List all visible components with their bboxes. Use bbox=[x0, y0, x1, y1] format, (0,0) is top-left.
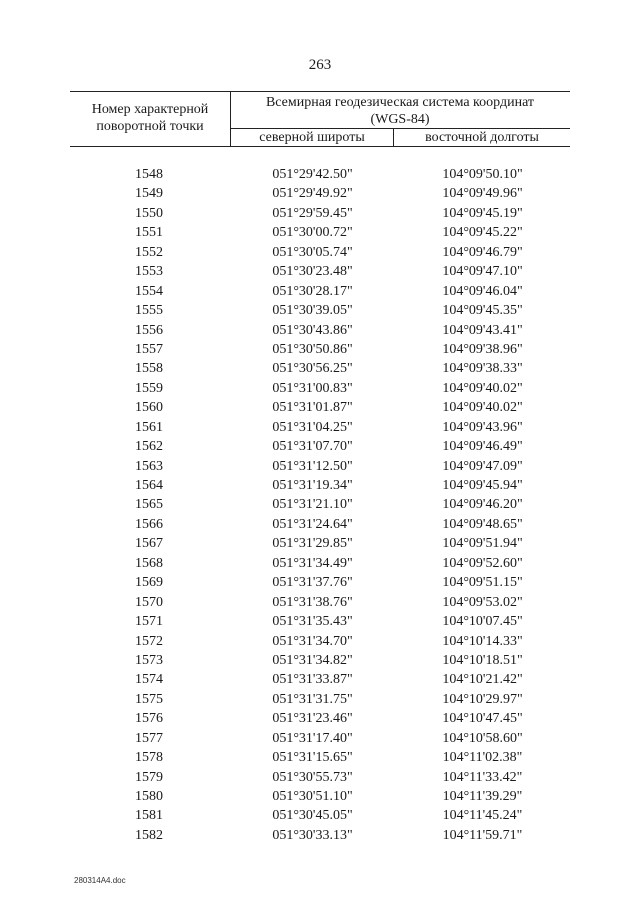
point-number: 1580 bbox=[135, 789, 163, 804]
latitude-value: 051°29'49.92" bbox=[272, 186, 353, 202]
point-number: 1561 bbox=[135, 419, 163, 435]
longitude-value: 104°09'45.19" bbox=[442, 205, 523, 221]
longitude-value: 104°09'47.10" bbox=[442, 264, 523, 280]
table-row bbox=[70, 670, 570, 689]
latitude-value: 051°30'43.86" bbox=[272, 322, 353, 338]
latitude-value: 051°31'34.82" bbox=[272, 652, 353, 668]
header-latitude: северной широты bbox=[259, 130, 365, 145]
footer-filename: 280314A4.doc bbox=[74, 876, 126, 885]
latitude-value: 051°30'55.73" bbox=[272, 769, 353, 785]
point-number: 1554 bbox=[135, 283, 163, 299]
header-point-number: Номер характерной поворотной точки bbox=[91, 102, 209, 134]
point-number: 1568 bbox=[135, 555, 163, 571]
longitude-value: 104°09'46.79" bbox=[442, 244, 523, 260]
latitude-value: 051°31'21.10" bbox=[272, 497, 353, 513]
longitude-value: 104°09'48.65" bbox=[442, 516, 523, 532]
latitude-value: 051°31'04.25" bbox=[272, 419, 353, 435]
latitude-value: 051°31'38.76" bbox=[272, 594, 353, 610]
longitude-value: 104°09'46.20" bbox=[442, 497, 523, 513]
point-number: 1563 bbox=[135, 458, 163, 474]
longitude-value: 104°09'45.22" bbox=[442, 225, 523, 241]
longitude-value: 104°09'53.02" bbox=[442, 594, 523, 610]
point-number: 1552 bbox=[135, 244, 163, 260]
latitude-value: 051°30'28.17" bbox=[272, 283, 353, 299]
table-row bbox=[70, 632, 570, 651]
latitude-value: 051°31'24.64" bbox=[272, 516, 353, 532]
table-row bbox=[70, 184, 570, 203]
latitude-value: 051°30'50.86" bbox=[272, 341, 353, 357]
latitude-value: 051°31'17.40" bbox=[272, 730, 353, 746]
longitude-value: 104°09'45.35" bbox=[442, 303, 523, 319]
longitude-value: 104°09'52.60" bbox=[442, 555, 523, 571]
longitude-value: 104°10'18.51" bbox=[442, 652, 523, 668]
page-number: 263 bbox=[308, 57, 332, 73]
point-number: 1575 bbox=[135, 691, 163, 707]
latitude-value: 051°31'29.85" bbox=[272, 536, 353, 552]
table-row bbox=[70, 515, 570, 534]
longitude-value: 104°09'40.02" bbox=[442, 400, 523, 416]
header-bottom-rule bbox=[70, 146, 570, 147]
latitude-value: 051°30'33.13" bbox=[272, 827, 353, 843]
table-row bbox=[70, 359, 570, 378]
latitude-value: 051°31'34.49" bbox=[272, 555, 353, 571]
point-number: 1582 bbox=[135, 827, 163, 843]
table-row bbox=[70, 418, 570, 437]
table-row bbox=[70, 554, 570, 573]
longitude-value: 104°09'47.09" bbox=[442, 458, 523, 474]
point-number: 1574 bbox=[135, 672, 163, 688]
table-row bbox=[70, 826, 570, 845]
header-coord-system bbox=[232, 94, 568, 128]
longitude-value: 104°10'29.97" bbox=[442, 691, 523, 707]
table-row bbox=[70, 223, 570, 242]
latitude-value: 051°30'39.05" bbox=[272, 303, 353, 319]
point-number: 1555 bbox=[135, 303, 163, 319]
table-row bbox=[70, 495, 570, 514]
point-number: 1558 bbox=[135, 361, 163, 377]
longitude-value: 104°09'38.96" bbox=[442, 341, 523, 357]
latitude-value: 051°31'01.87" bbox=[272, 400, 353, 416]
point-number: 1570 bbox=[135, 594, 163, 610]
latitude-value: 051°31'34.70" bbox=[272, 633, 353, 649]
table-row bbox=[70, 651, 570, 670]
latitude-value: 051°31'31.75" bbox=[272, 691, 353, 707]
latitude-value: 051°30'00.72" bbox=[272, 225, 353, 241]
longitude-value: 104°10'21.42" bbox=[442, 672, 523, 688]
point-number: 1548 bbox=[135, 167, 163, 182]
table-row bbox=[70, 340, 570, 359]
longitude-value: 104°09'49.96" bbox=[442, 186, 523, 202]
latitude-value: 051°31'07.70" bbox=[272, 439, 353, 455]
table-row bbox=[70, 690, 570, 709]
coordinates-table-body bbox=[70, 165, 570, 845]
point-number: 1572 bbox=[135, 633, 163, 649]
header-coord-system-line1: Всемирная геодезическая система координат bbox=[265, 95, 535, 110]
point-number: 1556 bbox=[135, 322, 163, 338]
point-number: 1553 bbox=[135, 264, 163, 280]
latitude-value: 051°31'19.34" bbox=[272, 478, 353, 493]
point-number: 1565 bbox=[135, 497, 163, 513]
latitude-value: 051°30'05.74" bbox=[272, 244, 353, 260]
latitude-value: 051°30'51.10" bbox=[272, 789, 353, 804]
point-number: 1576 bbox=[135, 711, 163, 727]
longitude-value: 104°09'46.04" bbox=[442, 283, 523, 299]
table-row bbox=[70, 768, 570, 787]
longitude-value: 104°09'43.41" bbox=[442, 322, 523, 338]
longitude-value: 104°10'58.60" bbox=[442, 730, 523, 746]
table-row bbox=[70, 748, 570, 767]
table-row bbox=[70, 476, 570, 495]
point-number: 1559 bbox=[135, 380, 163, 396]
latitude-value: 051°29'59.45" bbox=[272, 205, 353, 221]
point-number: 1564 bbox=[135, 478, 163, 493]
longitude-value: 104°09'45.94" bbox=[442, 478, 523, 493]
longitude-value: 104°10'07.45" bbox=[442, 614, 523, 630]
table-row bbox=[70, 612, 570, 631]
latitude-value: 051°31'33.87" bbox=[272, 672, 353, 688]
point-number: 1566 bbox=[135, 516, 163, 532]
point-number: 1578 bbox=[135, 750, 163, 766]
table-row bbox=[70, 321, 570, 340]
table-row bbox=[70, 787, 570, 806]
point-number: 1573 bbox=[135, 652, 163, 668]
table-row bbox=[70, 534, 570, 553]
latitude-value: 051°30'45.05" bbox=[272, 808, 353, 824]
latitude-value: 051°31'00.83" bbox=[272, 380, 353, 396]
latitude-value: 051°31'23.46" bbox=[272, 711, 353, 727]
table-row bbox=[70, 398, 570, 417]
table-row bbox=[70, 204, 570, 223]
table-row bbox=[70, 437, 570, 456]
longitude-value: 104°09'40.02" bbox=[442, 380, 523, 396]
point-number: 1577 bbox=[135, 730, 163, 746]
longitude-value: 104°11'39.29" bbox=[442, 789, 523, 804]
table-row bbox=[70, 593, 570, 612]
longitude-value: 104°09'38.33" bbox=[442, 361, 523, 377]
longitude-value: 104°09'51.94" bbox=[442, 536, 523, 552]
point-number: 1560 bbox=[135, 400, 163, 416]
table-row bbox=[70, 165, 570, 184]
latitude-value: 051°31'35.43" bbox=[272, 614, 353, 630]
longitude-value: 104°09'43.96" bbox=[442, 419, 523, 435]
table-row bbox=[70, 457, 570, 476]
point-number: 1551 bbox=[135, 225, 163, 241]
point-number: 1550 bbox=[135, 205, 163, 221]
table-row bbox=[70, 709, 570, 728]
table-row bbox=[70, 379, 570, 398]
table-row bbox=[70, 282, 570, 301]
point-number: 1567 bbox=[135, 536, 163, 552]
point-number: 1562 bbox=[135, 439, 163, 455]
latitude-value: 051°31'15.65" bbox=[272, 750, 353, 766]
header-coord-system-line2: (WGS-84) bbox=[370, 112, 430, 127]
latitude-value: 051°30'23.48" bbox=[272, 264, 353, 280]
header-top-rule bbox=[70, 91, 570, 92]
longitude-value: 104°11'59.71" bbox=[442, 827, 523, 843]
longitude-value: 104°09'46.49" bbox=[442, 439, 523, 455]
longitude-value: 104°10'47.45" bbox=[442, 711, 523, 727]
table-row bbox=[70, 729, 570, 748]
latitude-value: 051°31'37.76" bbox=[272, 575, 353, 591]
longitude-value: 104°11'02.38" bbox=[442, 750, 523, 766]
latitude-value: 051°30'56.25" bbox=[272, 361, 353, 377]
table-row bbox=[70, 573, 570, 592]
point-number: 1557 bbox=[135, 341, 163, 357]
point-number: 1579 bbox=[135, 769, 163, 785]
longitude-value: 104°11'45.24" bbox=[442, 808, 523, 824]
longitude-value: 104°09'50.10" bbox=[442, 167, 523, 182]
longitude-value: 104°10'14.33" bbox=[442, 633, 523, 649]
table-row bbox=[70, 301, 570, 320]
latitude-value: 051°29'42.50" bbox=[272, 167, 353, 182]
table-row bbox=[70, 243, 570, 262]
longitude-value: 104°09'51.15" bbox=[442, 575, 523, 591]
point-number: 1581 bbox=[135, 808, 163, 824]
latitude-value: 051°31'12.50" bbox=[272, 458, 353, 474]
table-row bbox=[70, 806, 570, 825]
point-number: 1569 bbox=[135, 575, 163, 591]
point-number: 1549 bbox=[135, 186, 163, 202]
table-row bbox=[70, 262, 570, 281]
longitude-value: 104°11'33.42" bbox=[442, 769, 523, 785]
header-longitude: восточной долготы bbox=[425, 130, 539, 145]
point-number: 1571 bbox=[135, 614, 163, 630]
